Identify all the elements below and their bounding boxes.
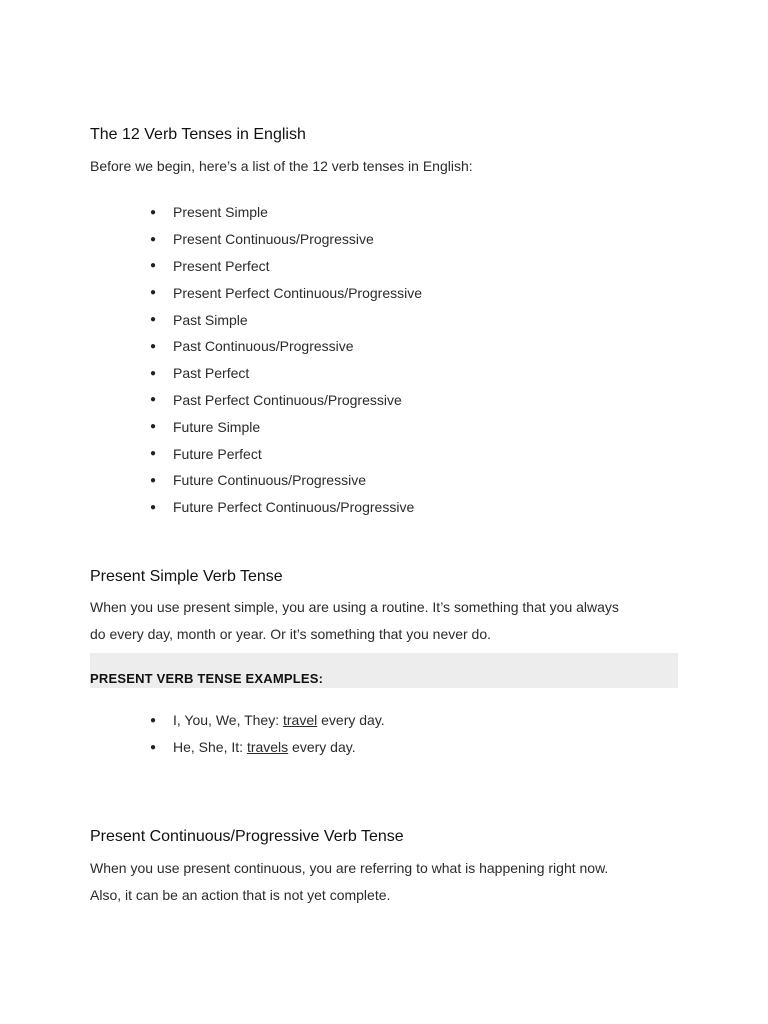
list-item: ● Future Perfect [150, 445, 262, 462]
list-item: ● Future Perfect Continuous/Progressive [150, 499, 415, 516]
bullet-icon: ● [150, 474, 157, 486]
section-body-line: When you use present simple, you are using a routine. It’s something that you always [90, 599, 619, 615]
example-subject: I, You, We, They: [173, 712, 283, 729]
example-rest: every day. [288, 739, 356, 756]
bullet-icon: ● [150, 260, 157, 272]
example-subject: He, She, It: [173, 739, 247, 756]
section-title-present-continuous: Present Continuous/Progressive Verb Tense [90, 828, 404, 845]
bullet-icon: ● [150, 367, 157, 379]
example-list [150, 707, 385, 761]
list-item: ● Present Continuous/Progressive [150, 231, 374, 248]
section-body-line: Also, it can be an action that is not yet complete. [90, 887, 391, 903]
bullet-icon: ● [150, 394, 157, 406]
list-item: ● Past Perfect [150, 365, 250, 382]
example-rest: every day. [317, 712, 385, 729]
bullet-icon: ● [150, 287, 157, 299]
list-item: ● Past Continuous/Progressive [150, 338, 354, 355]
section-body-line: do every day, month or year. Or it’s something that you never do. [90, 626, 492, 642]
tense-list [150, 199, 422, 521]
bullet-icon: ● [150, 206, 157, 218]
examples-heading-box [90, 653, 678, 688]
section-intro: Before we begin, here’s a list of the 12 verb tenses in English: [90, 158, 473, 174]
examples-heading: PRESENT VERB TENSE EXAMPLES: [90, 671, 324, 686]
section-title-present-simple: Present Simple Verb Tense [90, 568, 283, 585]
bullet-icon: ● [150, 314, 157, 326]
bullet-icon: ● [150, 448, 157, 460]
bullet-icon: ● [150, 714, 157, 726]
bullet-icon: ● [150, 501, 157, 513]
example-verb: travels [246, 739, 289, 756]
section-title-verb-tenses: The 12 Verb Tenses in English [90, 126, 306, 143]
bullet-icon: ● [150, 340, 157, 352]
bullet-icon: ● [150, 421, 157, 433]
list-item: ● Past Perfect Continuous/Progressive [150, 391, 402, 408]
bullet-icon: ● [150, 233, 157, 245]
list-item: ● Future Continuous/Progressive [150, 472, 366, 489]
list-item [150, 707, 385, 734]
list-item: ● Past Simple [150, 311, 248, 328]
list-item: ● Future Simple [150, 418, 261, 435]
section-body-line: When you use present continuous, you are referring to what is happening right now. [90, 860, 609, 876]
bullet-icon: ● [150, 741, 157, 753]
list-item [150, 734, 385, 761]
list-item: ● Present Perfect Continuous/Progressive [150, 284, 423, 301]
list-item: ● Present Perfect [150, 257, 270, 274]
list-item: ● Present Simple [150, 204, 268, 221]
example-verb: travel [283, 712, 318, 729]
